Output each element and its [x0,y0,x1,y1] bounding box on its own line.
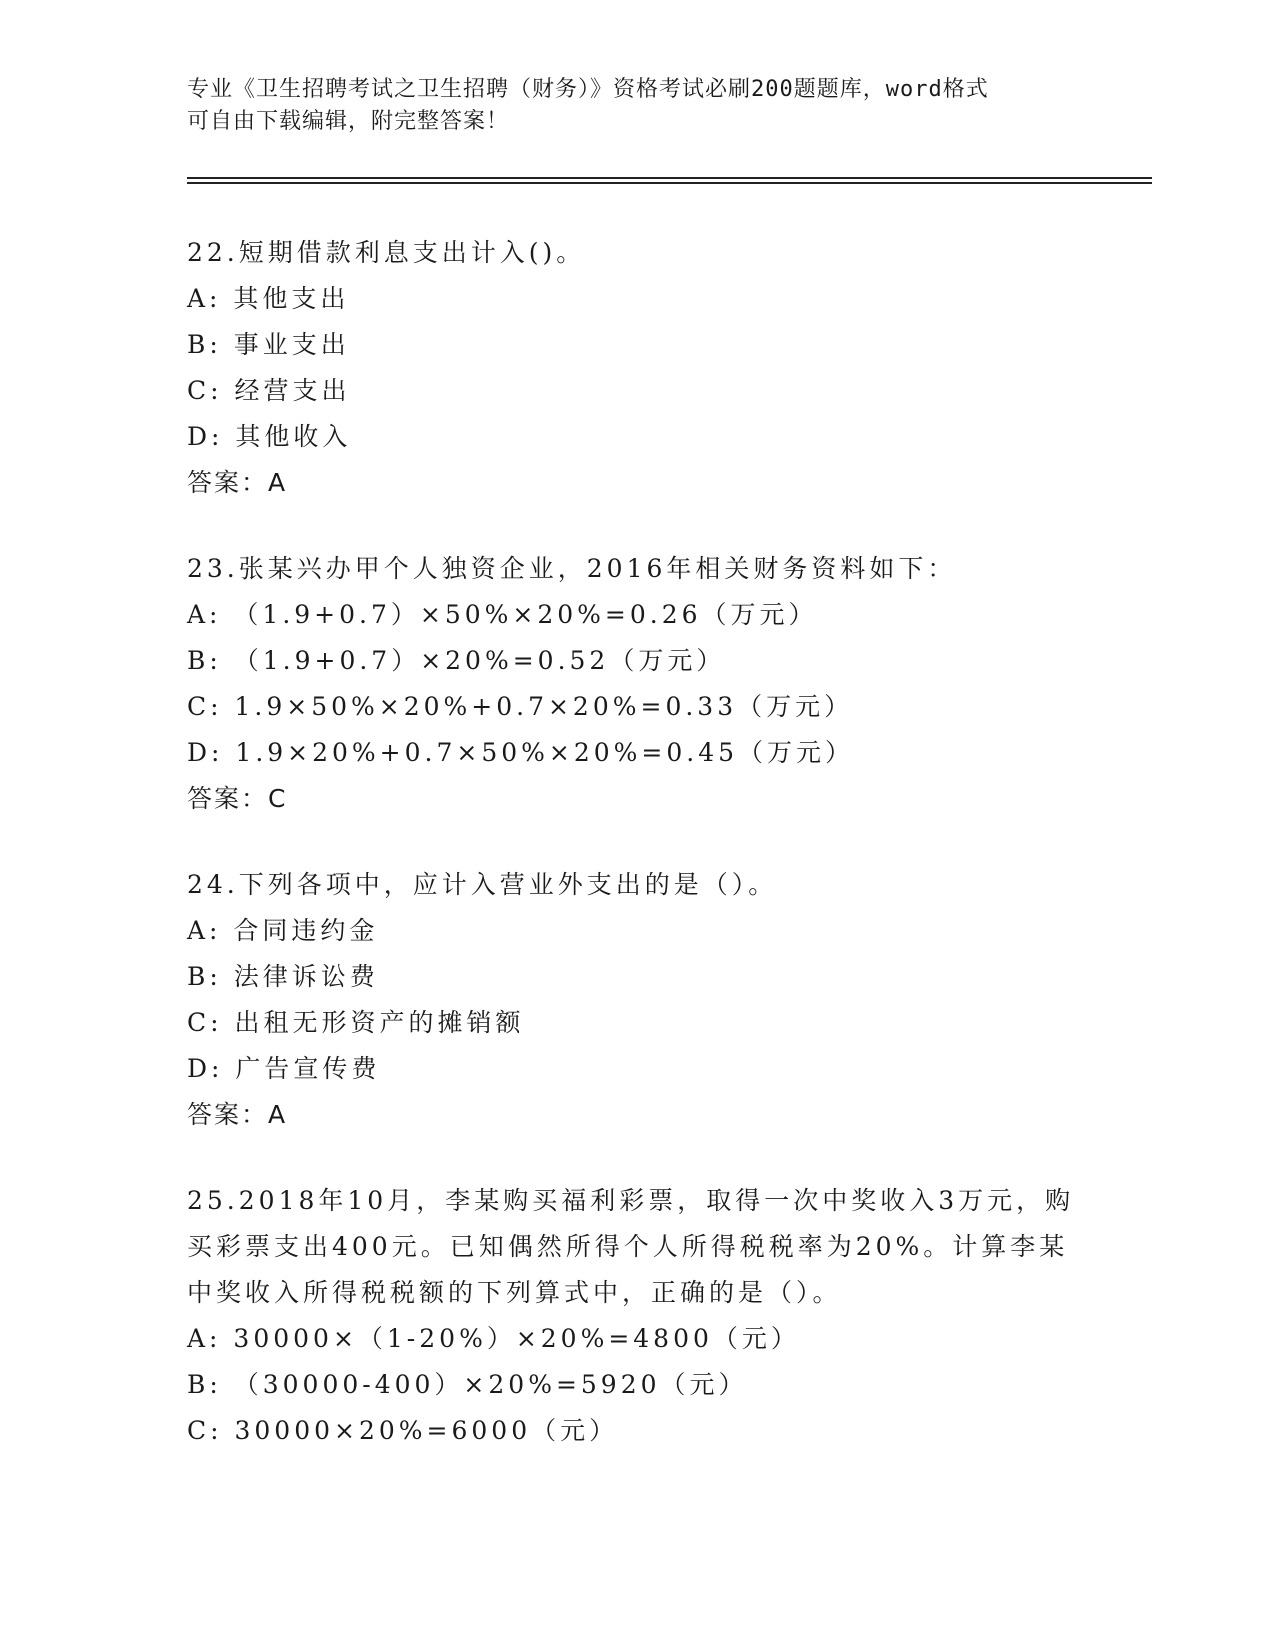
option-c: C: 1.9×50%×20%+0.7×20%=0.33（万元） [187,692,854,721]
option-b: B: 法律诉讼费 [187,962,379,991]
question-text: 23.张某兴办甲个人独资企业，2016年相关财务资料如下： [187,554,957,583]
question-22 [187,230,1087,506]
option-d: D: 其他收入 [187,422,352,451]
option-c: C: 经营支出 [187,376,351,405]
option-c: C: 出租无形资产的摊销额 [187,1008,525,1037]
question-24 [187,862,1087,1138]
option-b: B: （30000-400）×20%=5920（元） [187,1370,748,1399]
header-divider-top [187,177,1152,179]
question-text: 25.2018年10月，李某购买福利彩票，取得一次中奖收入3万元，购买彩票支出400元。已知偶然所得个人所得税税率为20%。计算李某中奖收入所得税税额的下列算式中，正确的是（）。 [187,1186,1075,1307]
question-list [187,230,1087,1494]
question-text: 22.短期借款利息支出计入()。 [187,238,586,267]
option-d: D: 1.9×20%+0.7×50%×20%=0.45（万元） [187,738,855,767]
option-a: A: 其他支出 [187,284,350,313]
option-c: C: 30000×20%=6000（元） [187,1416,619,1445]
header-line-2: 可自由下载编辑，附完整答案！ [187,109,510,134]
header-divider-bottom [187,182,1152,184]
question-23 [187,546,1087,822]
option-b: B: （1.9+0.7）×20%=0.52（万元） [187,646,726,675]
option-a: A: （1.9+0.7）×50%×20%=0.26（万元） [187,600,818,629]
option-b: B: 事业支出 [187,330,350,359]
option-a: A: 合同违约金 [187,916,379,945]
document-header [187,74,1087,138]
option-a: A: 30000×（1-20%）×20%=4800（元） [187,1324,800,1353]
answer: 答案：A [187,1100,288,1129]
header-line-1: 专业《卫生招聘考试之卫生招聘（财务）》资格考试必刷200题题库，word格式 [187,77,989,102]
option-d: D: 广告宣传费 [187,1054,381,1083]
question-25 [187,1178,1087,1454]
answer: 答案：A [187,468,288,497]
answer: 答案：C [187,784,288,813]
question-text: 24.下列各项中，应计入营业外支出的是（）。 [187,870,778,899]
